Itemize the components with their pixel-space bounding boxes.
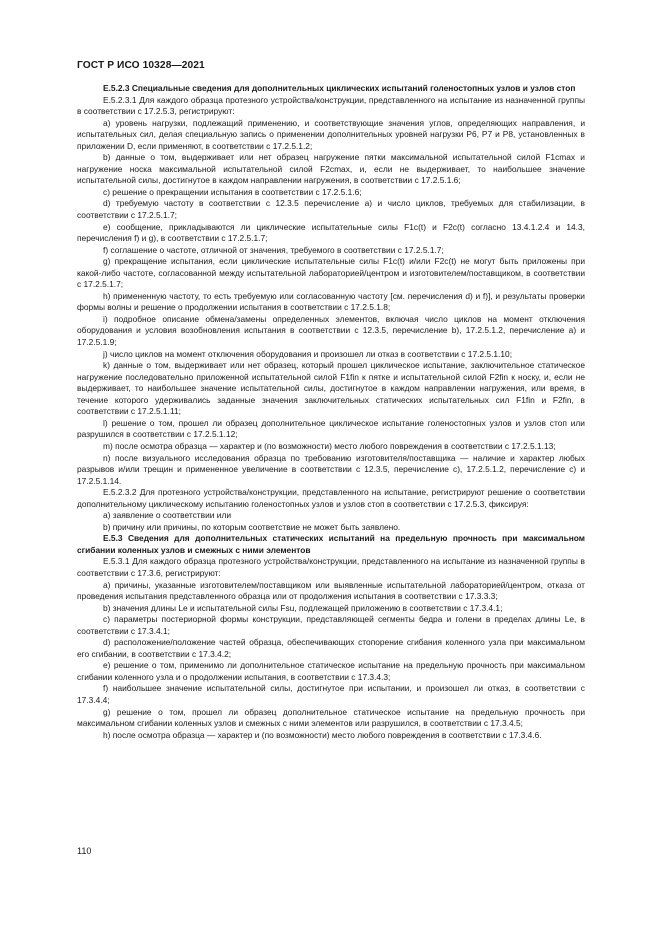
paragraph: h) примененную частоту, то есть требуемую или согласованную частоту [см. перечисления d) и f)], и результаты проверки формы волны и решение о продолжении испытания в соответствии с 17.2.5.1.8; [77, 290, 585, 313]
document-header: ГОСТ Р ИСО 10328—2021 [77, 60, 205, 71]
paragraph: b) причину или причины, по которым соответствие не может быть заявлено. [103, 521, 401, 532]
paragraph: c) параметры постериорной формы конструкции, представляющей сегменты бедра и голени в пределах длины Le, в соответствии с 17.3.4.1; [77, 614, 585, 636]
paragraph: d) расположение/положение частей образца, обеспечивающих стопорение сгибания коленного узла при максимальном его сгибании, в соответствии с 17.3.4.2; [77, 637, 585, 659]
paragraph: j) число циклов на момент отключения оборудования и произошел ли отказ в соответствии с 17.2.5.1.10; [103, 348, 513, 359]
paragraph: е) решение о том, применимо ли дополнительное статическое испытание на предельную прочность при максимальном сгибании коленного узла и о продолжении испытания, в соответствии с 17.3.4.3; [77, 660, 585, 682]
paragraph: n) после визуального исследования образца по требованию изготовителя/поставщика — наличие и характер любых разрывов и/или трещин и примененное увеличение в соответствии с 12.3.5, перечисление с), 17.2.5.1.2, перечисление с) и 17.2.5.1.14. [77, 452, 585, 486]
paragraph: f) соглашение о частоте, отличной от значения, требуемого в соответствии с 17.2.5.1.7; [103, 244, 444, 255]
paragraph: Е.5.2.3.1 Для каждого образца протезного устройства/конструкции, представленного на испытание из назначенной группы в соответствии с 17.2.5.3, регистрируют: [77, 94, 585, 117]
paragraph: b) данные о том, выдерживает или нет образец нагружение пятки максимальной испытательной силой F1cmax и нагружение носка максимальной испытательной силой F2cmax, и, если не выдерживает, то наибольшее значение испытательной силы, достигнутое в каждом направлении нагружения, в соответствии с 17.2.5.1.6; [77, 152, 585, 186]
paragraph: Е.5.3.1 Для каждого образца протезного устройства/конструкции, представленного на испытание из назначенной группы в соответствии с 17.3.6, регистрируют: [77, 556, 585, 578]
paragraph: а) заявление о соответствии или [103, 510, 232, 521]
page-number: 110 [77, 846, 92, 856]
document-body [77, 83, 585, 741]
paragraph: b) значения длины Le и испытательной силы Fsu, подлежащей приложению в соответствии с 17.3.4.1; [103, 602, 503, 613]
paragraph: h) после осмотра образца — характер и (по возможности) место любого повреждения в соответствии с 17.3.4.6. [103, 729, 542, 740]
paragraph: k) данные о том, выдерживает или нет образец, который прошел циклическое испытание, заключительное статическое нагружение последовательно приложенной испытательной силой F1fin к пятке и испытательной силой F2fin к носку, и, если не выдерживает, то наибольшее значение испытательной силы, достигнутое в каждом направлении нагружения, или время, в течение которого удерживались заданные значения заключительных статических испытательных сил F1fin и F2fin, в соответствии с 17.2.5.1.11; [77, 360, 585, 417]
paragraph: е) сообщение, прикладываются ли циклические испытательные силы F1c(t) и F2c(t) согласно 13.4.1.2.4 и 14.3, перечисления f) и g), в соответствии с 17.2.5.1.7; [77, 221, 585, 244]
paragraph: i) подробное описание обмена/замены определенных элементов, включая число циклов на момент отключения оборудования и условия возобновления испытания в соответствии с 12.3.5, перечисление b), 17.2.5.1.2, перечисление а) и 17.2.5.1.9; [77, 313, 585, 348]
paragraph: m) после осмотра образца — характер и (по возможности) место любого повреждения в соответствии с 17.2.5.1.13; [103, 440, 556, 451]
paragraph: c) решение о прекращении испытания в соответствии с 17.2.5.1.6; [103, 186, 362, 197]
paragraph: d) требуемую частоту в соответствии с 12.3.5 перечисление а) и число циклов, требуемых для стабилизации, в соответствии с 17.2.5.1.7; [77, 198, 585, 221]
paragraph: Е.5.2.3.2 Для протезного устройства/конструкции, представленного на испытание, регистрируют решение о соответствии дополнительному циклическому испытанию голеностопных узлов и узлов стоп в соответствии с 17.2.5.3, фиксируя: [77, 487, 585, 509]
section-heading: Е.5.2.3 Специальные сведения для дополнительных циклических испытаний голеностопных узлов и узлов стоп [103, 83, 576, 93]
paragraph: а) уровень нагрузки, подлежащий применению, и соответствующие значения углов, определяющих направления, и испытательных сил, делая специальную запись о применении дополнительных уровней нагрузки Р6, Р7 и Р8, установленных в приложении D, если применяют, в соответствии с 17.2.5.1.2; [77, 117, 585, 151]
paragraph: l) решение о том, прошел ли образец дополнительное циклическое испытание голеностопных узлов и узлов стоп или разрушился в соответствии с 17.2.5.1.12; [77, 417, 585, 440]
paragraph: g) прекращение испытания, если циклические испытательные силы F1c(t) и/или F2c(t) не могут быть приложены при какой-либо частоте, согласованной между испытательной лабораторией/центром и изготовителем/поставщиком, в соответствии с 17.2.5.1.7; [77, 256, 585, 290]
paragraph: g) решение о том, прошел ли образец дополнительное статическое испытание на предельную прочность при максимальном сгибании коленных узлов и смежных с ними элементов или разрушился, в соответствии с 17.3.4.5; [77, 706, 585, 729]
section-heading: Е.5.3 Сведения для дополнительных статических испытаний на предельную прочность при максимальном сгибании коленных узлов и смежных с ними элементов [77, 533, 585, 555]
paragraph: а) причины, указанные изготовителем/поставщиком или выявленные испытательной лабораторией/центром, отказа от проведения испытания представленного образца или от продолжения испытания в соответствии с 17.3.3.3; [77, 579, 585, 602]
paragraph: f) наибольшее значение испытательной силы, достигнутое при испытании, и произошел ли отказ, в соответствии с 17.3.4.4; [77, 683, 585, 705]
